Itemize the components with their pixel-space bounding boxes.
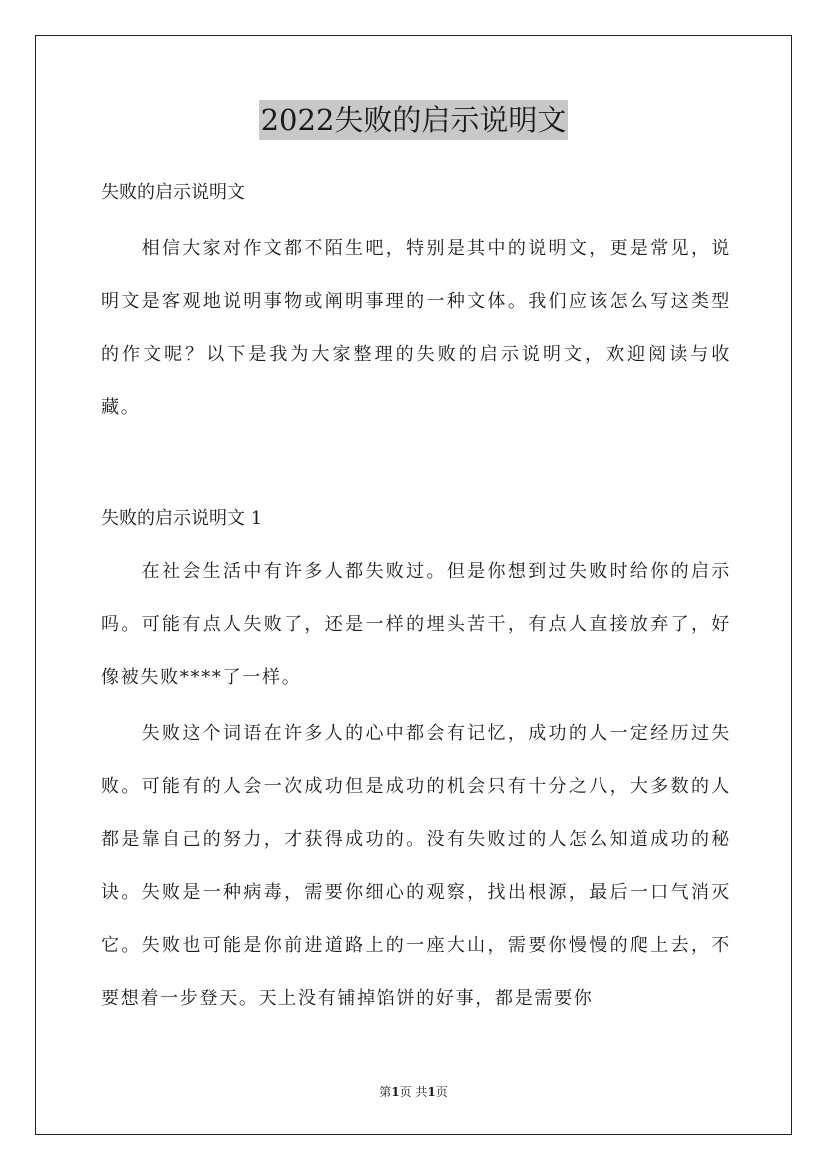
page-footer — [0, 1084, 827, 1100]
document-title: 2022失败的启示说明文 — [259, 100, 569, 140]
intro-text: 相信大家对作文都不陌生吧，特别是其中的说明文，更是常见，说明文是客观地说明事物或阐明事理的一种文体。我们应该怎么写这类型的作文呢？以下是我为大家整理的失败的启示说明文，欢迎阅读与收藏。 — [101, 238, 731, 418]
body-paragraph-1 — [101, 545, 731, 704]
intro-paragraph — [101, 222, 731, 434]
footer-page-number: 1 — [391, 1085, 400, 1099]
footer-total-pages: 1 — [427, 1085, 436, 1099]
section-heading: 失败的启示说明文 — [101, 182, 245, 203]
footer-suffix: 页 — [435, 1085, 448, 1099]
section-heading-1: 失败的启示说明文 1 — [101, 508, 263, 529]
body-paragraph-2 — [101, 707, 731, 1025]
title-container — [0, 100, 827, 140]
paragraph-1-text: 在社会生活中有许多人都失败过。但是你想到过失败时给你的启示吗。可能有点人失败了，还是一样的埋头苦干，有点人直接放弃了，好像被失败****了一样。 — [101, 561, 731, 688]
paragraph-2-text: 失败这个词语在许多人的心中都会有记忆，成功的人一定经历过失败。可能有的人会一次成功但是成功的机会只有十分之八，大多数的人都是靠自己的努力，才获得成功的。没有失败过的人怎么知道成功的秘诀。失败是一种病毒，需要你细心的观察，找出根源，最后一口气消灭它。失败也可能是你前进道路上的一座大山，需要你慢慢的爬上去，不要想着一步登天。天上没有铺掉馅饼的好事，都是需要你 — [101, 723, 731, 1009]
footer-prefix: 第 — [379, 1085, 392, 1099]
footer-middle: 页 共 — [399, 1085, 428, 1099]
